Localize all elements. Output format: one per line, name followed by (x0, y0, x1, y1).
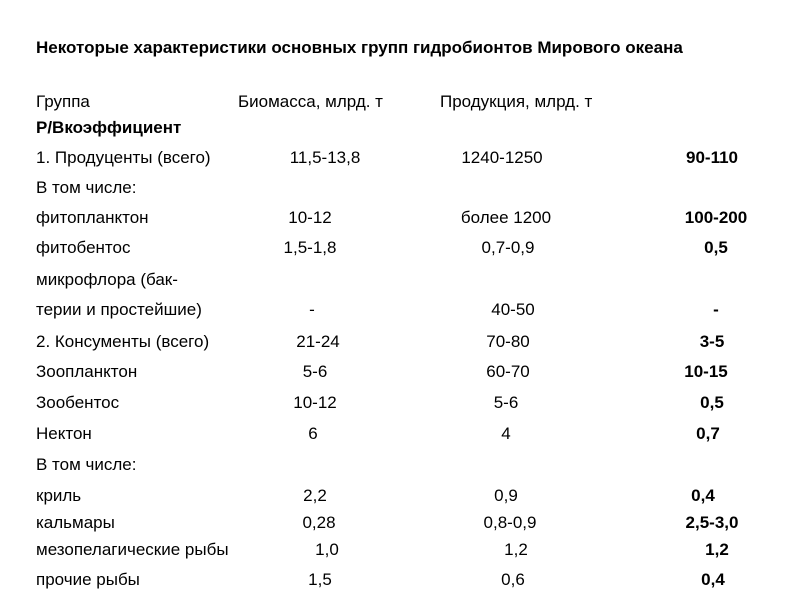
table-row (0, 393, 800, 419)
row-biomass: 2,2 (303, 486, 327, 505)
row-biomass: 10-12 (293, 393, 337, 412)
row-group-name: Нектон (36, 424, 92, 443)
table-row (0, 332, 800, 358)
row-biomass: 21-24 (296, 332, 340, 351)
row-biomass: 6 (308, 424, 318, 443)
table-row (0, 300, 800, 326)
row-group-name: 2. Консументы (всего) (36, 332, 210, 351)
row-production: 0,8-0,9 (483, 513, 537, 532)
row-coefficient: 1,2 (705, 540, 729, 559)
header-biomass: Биомасса, млрд. т (238, 92, 383, 111)
row-group-name: криль (36, 486, 82, 505)
row-biomass: 1,0 (315, 540, 339, 559)
row-biomass: 0,28 (302, 513, 336, 532)
row-group-name: Зоопланктон (36, 362, 138, 381)
table-row (0, 362, 800, 388)
header-coefficient: Р/Вкоэффициент (36, 118, 182, 137)
row-group-name: фитобентос (36, 238, 131, 257)
table-row (0, 455, 800, 481)
row-group-name: микрофлора (бак- (36, 270, 178, 289)
row-biomass: 5-6 (302, 362, 328, 381)
row-coefficient: 10-15 (684, 362, 728, 381)
table-row (0, 513, 800, 539)
table-row (0, 148, 800, 174)
row-coefficient: 0,4 (701, 570, 725, 589)
table-row (0, 424, 800, 450)
row-production: 1,2 (504, 540, 528, 559)
row-biomass: 10-12 (288, 208, 332, 227)
row-coefficient: 90-110 (686, 148, 738, 167)
row-production: 0,6 (501, 570, 525, 589)
row-group-name: В том числе: (36, 178, 137, 197)
row-group-name: В том числе: (36, 455, 137, 474)
row-group-name: 1. Продуценты (всего) (36, 148, 211, 167)
row-production: более 1200 (460, 208, 552, 227)
row-coefficient: 0,7 (696, 424, 720, 443)
row-coefficient: 0,4 (691, 486, 715, 505)
row-group-name: прочие рыбы (36, 570, 140, 589)
row-coefficient: 3-5 (699, 332, 725, 351)
row-coefficient: 0,5 (700, 393, 724, 412)
row-group-name: кальмары (36, 513, 115, 532)
row-production: 4 (501, 424, 511, 443)
row-group-name: фитопланктон (36, 208, 149, 227)
row-coefficient: 0,5 (704, 238, 728, 257)
row-production: 60-70 (486, 362, 530, 381)
page-title: Некоторые характеристики основных групп гидробионтов Мирового океана (36, 38, 683, 57)
row-biomass: 1,5-1,8 (283, 238, 337, 257)
row-coefficient: - (713, 300, 719, 319)
row-production: 40-50 (491, 300, 535, 319)
header-group: Группа (36, 92, 90, 111)
row-production: 1240-1250 (461, 148, 543, 167)
row-production: 0,7-0,9 (481, 238, 535, 257)
table-row (0, 540, 800, 566)
row-biomass: 11,5-13,8 (289, 148, 361, 167)
header-production: Продукция, млрд. т (440, 92, 593, 111)
row-coefficient: 2,5-3,0 (685, 513, 739, 532)
table-row (0, 238, 800, 264)
row-group-name: терии и простейшие) (36, 300, 202, 319)
row-biomass: - (309, 300, 315, 319)
table-row (0, 208, 800, 234)
row-group-name: Зообентос (36, 393, 120, 412)
table-row (0, 270, 800, 296)
row-production: 5-6 (493, 393, 519, 412)
table-row (0, 486, 800, 512)
row-group-name: мезопелагические рыбы (36, 540, 229, 559)
row-production: 70-80 (486, 332, 530, 351)
table-row (0, 178, 800, 204)
table-row (0, 570, 800, 596)
row-biomass: 1,5 (308, 570, 332, 589)
row-coefficient: 100-200 (684, 208, 748, 227)
row-production: 0,9 (494, 486, 518, 505)
